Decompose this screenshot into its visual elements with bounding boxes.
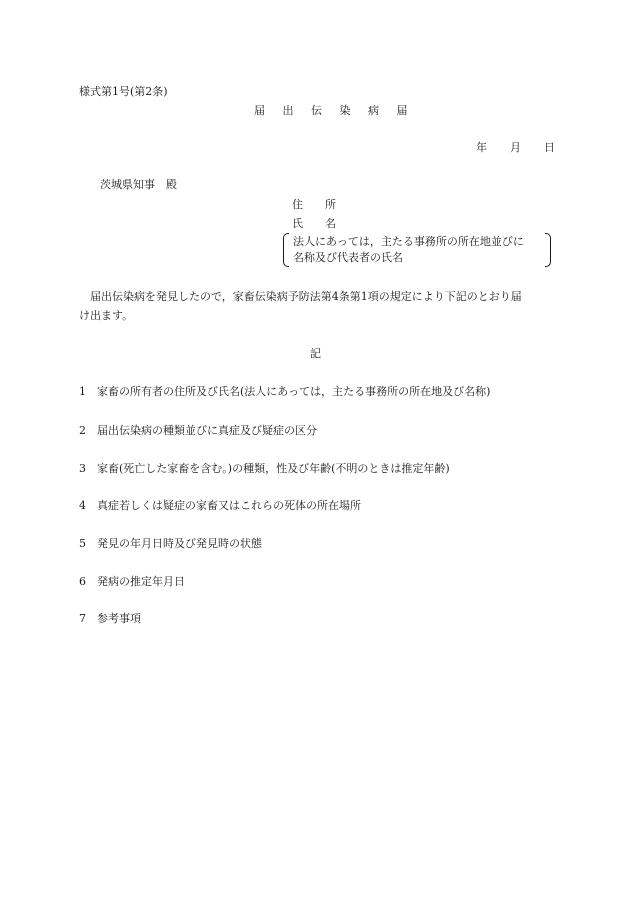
item-number: 1 [79, 385, 86, 398]
date-year: 年 [476, 141, 487, 154]
ki-heading: 記 [310, 347, 321, 360]
item-text: 家畜の所有者の住所及び氏名(法人にあっては，主たる事務所の所在地及び名称) [97, 385, 491, 398]
corporate-note-line2: 名称及び代表者の氏名 [293, 251, 403, 264]
item-text: 届出伝染病の種類並びに真症及び疑症の区分 [97, 424, 317, 437]
item-text: 真症若しくは疑症の家畜又はこれらの死体の所在場所 [97, 499, 361, 512]
list-item [79, 424, 317, 438]
date-day: 日 [544, 141, 555, 154]
list-item [79, 537, 262, 551]
body-text-line1: 届出伝染病を発見したので，家畜伝染病予防法第4条第1項の規定により下記のとおり届 [79, 290, 522, 303]
item-number: 4 [79, 499, 86, 512]
right-bracket [545, 233, 551, 267]
item-number: 7 [79, 612, 86, 625]
item-number: 6 [79, 575, 86, 588]
corporate-note-bracket [283, 233, 551, 267]
address-label: 住 所 [292, 198, 336, 211]
body-text-line2: け出ます。 [79, 309, 134, 322]
addressee: 茨城県知事 殿 [100, 178, 177, 191]
list-item [79, 612, 141, 626]
list-item [79, 575, 185, 589]
document-title: 届 出 伝 染 病 届 [254, 104, 412, 117]
item-text: 発病の推定年月日 [97, 575, 185, 588]
item-text: 家畜(死亡した家畜を含む。)の種類，性及び年齢(不明のときは推定年齢) [97, 462, 450, 475]
item-text: 参考事項 [97, 612, 141, 625]
list-item [79, 462, 450, 476]
item-number: 2 [79, 424, 86, 437]
list-item [79, 499, 361, 513]
item-number: 3 [79, 462, 86, 475]
corporate-note-line1: 法人にあっては，主たる事務所の所在地並びに [293, 235, 524, 248]
name-label: 氏 名 [292, 217, 336, 230]
item-number: 5 [79, 537, 86, 550]
left-bracket [283, 233, 289, 267]
item-text: 発見の年月日時及び発見時の状態 [97, 537, 262, 550]
list-item [79, 385, 490, 399]
date-month: 月 [510, 141, 521, 154]
form-number: 様式第1号(第2条) [79, 85, 168, 98]
